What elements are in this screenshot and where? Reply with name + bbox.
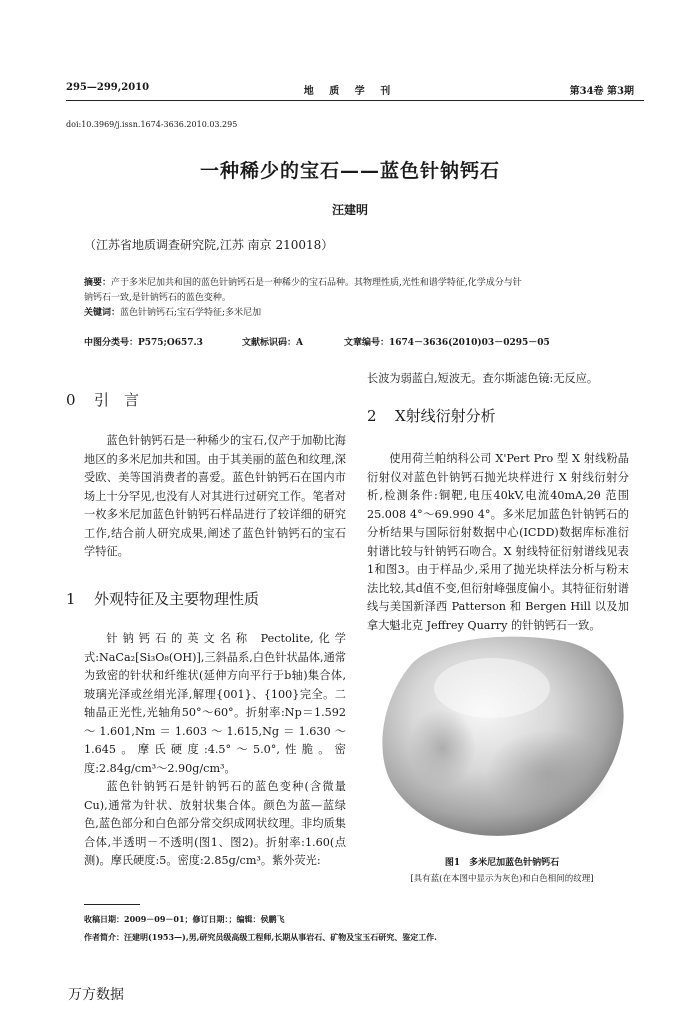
blue-texture-area bbox=[486, 730, 610, 818]
paragraph: 针钠钙石的英文名称 Pectolite,化学式:NaCa₂[Si₃O₈(OH)],三斜晶系,白色针状晶体,通常为致密的针状和纤维状(延伸方向平行于b轴)集合体,玻璃光泽或丝绢光泽,解理{001}、{100}完全。二轴晶正光性,光轴角50°～60°。折射率:Np＝1.592～1.601,Nm＝1.603～1.615,Ng＝1.630～1.645。摩氏硬度:4.5°～5.0°,性脆。密度:2.84g/cm³～2.90g/cm³。 bbox=[84, 632, 346, 775]
running-header-pages: 295—299,2010 bbox=[66, 82, 150, 93]
blue-texture-area bbox=[408, 708, 476, 788]
paragraph: 蓝色针钠钙石是针钠钙石的蓝色变种(含微量Cu),通常为针状、放射状集合体。颜色为蓝—蓝绿色,蓝色部分和白色部分常交织成网状纹理。非均质集合体,半透明－不透明(图1、图2)。折射率:1.60(点测)。摩氏硬度:5。密度:2.85g/cm³。紫外荧光: bbox=[84, 780, 346, 867]
section-heading-intro bbox=[66, 389, 139, 410]
document-code: 文献标识码：A bbox=[242, 338, 303, 348]
continued-text-block bbox=[367, 370, 629, 389]
xrd-paragraph-block bbox=[367, 450, 629, 635]
abstract-label: 摘要： bbox=[84, 278, 112, 288]
footnote-dates: 收稿日期：2009－09－01；修订日期：；编辑：侯鹏飞 bbox=[84, 914, 285, 924]
abstract-line-1: 产于多米尼加共和国的蓝色针钠钙石是一种稀少的宝石品种。其物理性质,光性和谱学特征,化学成分与针 bbox=[111, 278, 522, 288]
running-header-journal: 地 质 学 刊 bbox=[303, 86, 397, 97]
figure-1-caption: 图1 多米尼加蓝色针钠钙石 bbox=[444, 858, 560, 868]
affiliation: （江苏省地质调查研究院,江苏 南京 210018） bbox=[84, 238, 334, 252]
section-title: 外观特征及主要物理性质 bbox=[94, 590, 260, 608]
author: 汪建明 bbox=[331, 203, 368, 217]
footnote-rule bbox=[84, 904, 140, 905]
intro-paragraph-block bbox=[84, 432, 346, 562]
watermark: 万方数据 bbox=[68, 987, 124, 1003]
doi: doi:10.3969/j.issn.1674-3636.2010.03.295 bbox=[66, 120, 238, 129]
paragraph: 使用荷兰帕纳科公司 X'Pert Pro 型 X 射线粉晶衍射仪对蓝色针钠钙石抛光块样进行 X 射线衍射分析,检测条件:铜靶,电压40kV,电流40mA,2θ 范围25.008 4°～69.990 4°。多米尼加蓝色针钠钙石的分析结果与国际衍射数据中心(ICDD)数据库标准衍射谱比较与针钠钙石吻合。X 射线特征衍射谱线见表1和图3。由于样品少,采用了抛光块样法分析与粉末法比较,其d值不变,但衍射峰强度偏小。其特征衍射谱线与美国新泽西 Patterson 和 Bergen Hill 以及加拿大魁北克 Jeffrey Quarry 的针钠钙石一致。 bbox=[367, 452, 629, 632]
footnote-author-bio: 作者简介：汪建明(1953—),男,研究员级高级工程师,长期从事岩石、矿物及宝玉石研究、鉴定工作. bbox=[84, 932, 437, 942]
section-heading-xrd bbox=[367, 405, 496, 426]
section-title: X射线衍射分析 bbox=[395, 407, 496, 425]
clc-number: 中图分类号：P575;O657.3 bbox=[84, 338, 203, 348]
paragraph: 长波为弱蓝白,短波无。查尔斯滤色镜:无反应。 bbox=[367, 372, 599, 385]
keywords-text: 蓝色针钠钙石;宝石学特征;多米尼加 bbox=[120, 308, 262, 318]
abstract bbox=[84, 276, 629, 321]
figure-1-photo bbox=[372, 628, 634, 838]
header-rule bbox=[66, 100, 644, 101]
section-title: 引 言 bbox=[94, 391, 140, 409]
white-texture-area bbox=[434, 658, 550, 718]
section-heading-appearance bbox=[66, 588, 259, 609]
appearance-paragraph-block bbox=[84, 630, 346, 871]
figure-1-subcaption: [具有蓝(在本图中显示为灰色)和白色相间的纹理] bbox=[410, 874, 594, 884]
paragraph: 蓝色针钠钙石是一种稀少的宝石,仅产于加勒比海地区的多米尼加共和国。由于其美丽的蓝色和纹理,深受欧、美等国消费者的喜爱。蓝色针钠钙石在国内市场上十分罕见,也没有人对其进行过研究工作。笔者对一枚多米尼加蓝色针钠钙石样品进行了较详细的研究工作,结合前人研究成果,阐述了蓝色针钠钙石的宝石学特征。 bbox=[84, 434, 346, 558]
keywords-label: 关键词： bbox=[84, 308, 121, 318]
article-number: 文章编号：1674－3636(2010)03－0295－05 bbox=[344, 338, 550, 348]
section-number: 0 bbox=[66, 391, 76, 409]
section-number: 1 bbox=[66, 590, 76, 608]
abstract-line-2: 钠钙石一致,是针钠钙石的蓝色变种。 bbox=[84, 293, 231, 303]
running-header-volume: 第34卷 第3期 bbox=[569, 86, 634, 97]
section-number: 2 bbox=[367, 407, 377, 425]
paper-title: 一种稀少的宝石——蓝色针钠钙石 bbox=[199, 160, 500, 182]
